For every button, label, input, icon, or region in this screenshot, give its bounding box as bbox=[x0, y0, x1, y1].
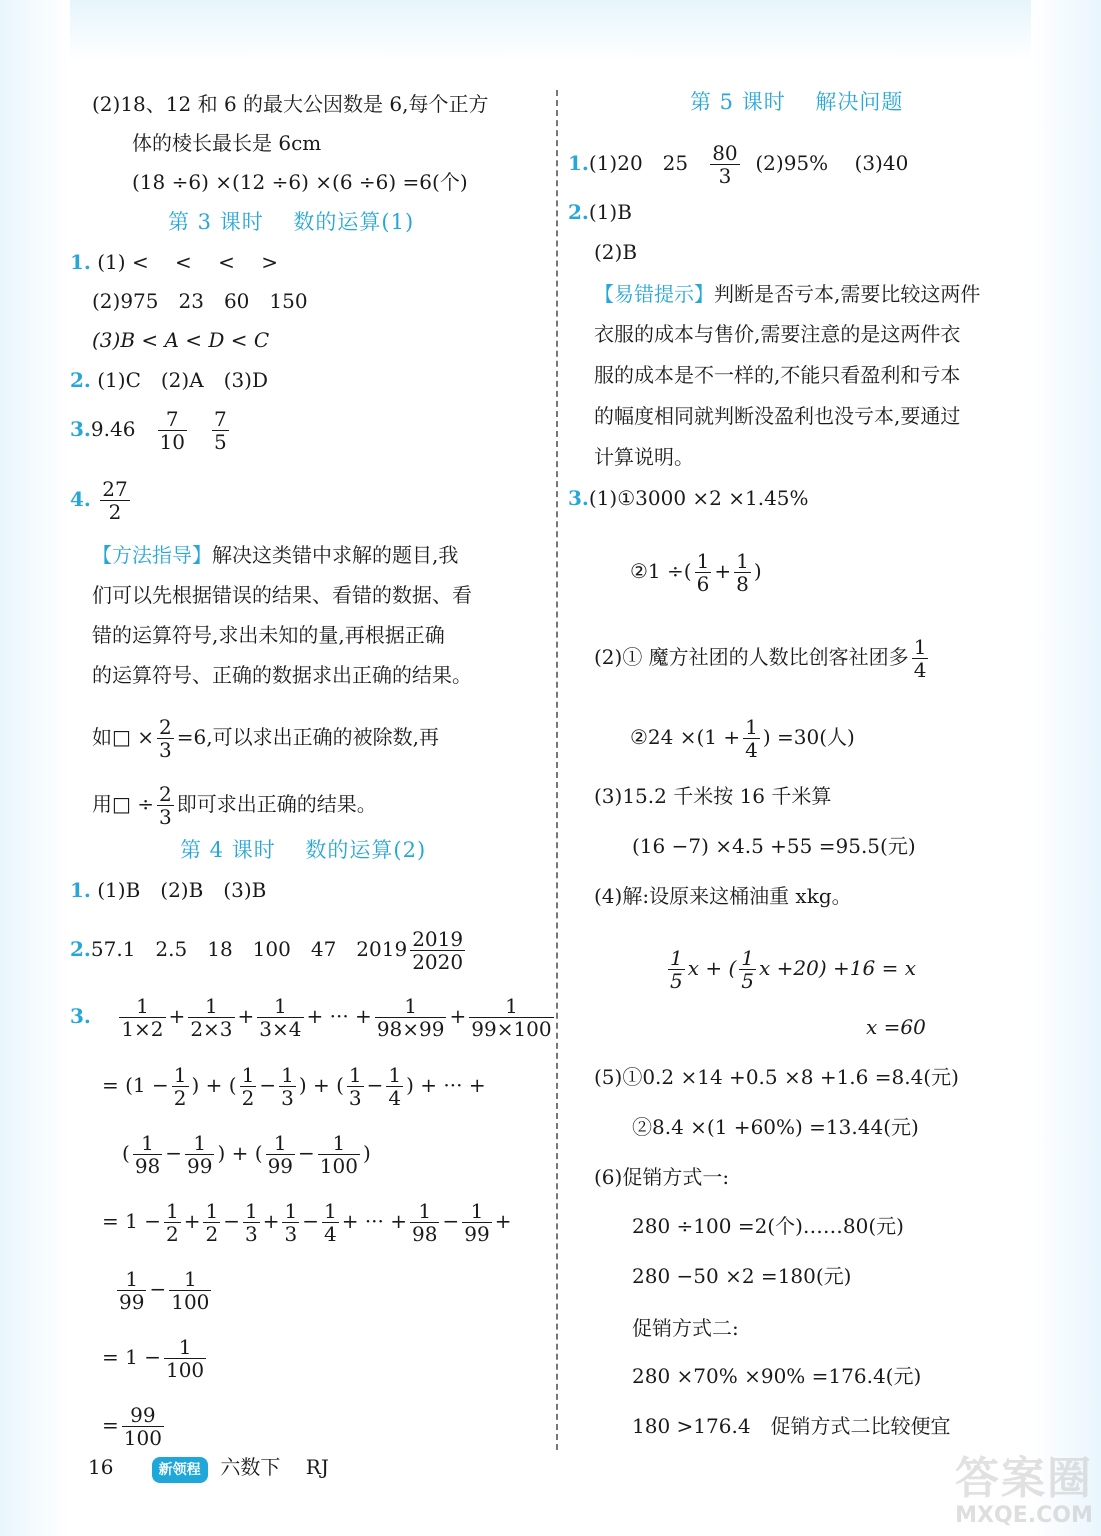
answer-line: (2)B bbox=[594, 240, 638, 264]
edition-label: RJ bbox=[305, 1455, 329, 1479]
answer-line: 280 −50 ×2 =180(元) bbox=[632, 1264, 852, 1288]
question-1: 1. (1)B (2)B (3)B bbox=[70, 878, 267, 902]
question-3-line2: = (1 − $\frac{1}{2}$ ) + ( $\frac{1}{2}$ − $\frac{1}{3}$ ) + ( $\frac{1}{3}$ − $\frac{1}{4}$ ) + ··· + bbox=[102, 1063, 486, 1110]
question-2: 2.(1)B bbox=[568, 200, 632, 224]
section-title: 第 5 课时 解决问题 bbox=[690, 90, 904, 114]
tip-line: 们可以先根据错误的结果、看错的数据、看 bbox=[92, 583, 472, 607]
answer-line: (3)15.2 千米按 16 千米算 bbox=[594, 784, 832, 808]
tip-line: 的运算符号、正确的数据求出正确的结果。 bbox=[92, 663, 472, 687]
answer-line: (2)① 魔方社团的人数比创客社团多 $\frac{1}{4}$ bbox=[594, 635, 927, 682]
text-line: 体的棱长最长是 6cm bbox=[132, 131, 322, 155]
question-1: 1.(1)20 25 $\frac{80}{3}$ (2)95% (3)40 bbox=[568, 141, 909, 188]
answer-line: (3)B < A < D < C bbox=[92, 328, 270, 352]
answer-line: (5)①0.2 ×14 +0.5 ×8 +1.6 =8.4(元) bbox=[594, 1065, 959, 1089]
tip-line: 用□ ÷ $\frac{2}{3}$ 即可求出正确的结果。 bbox=[92, 782, 377, 829]
subject-label: 六数下 bbox=[220, 1455, 281, 1479]
question-3-line5: $\frac{1}{99}$ − $\frac{1}{100}$ bbox=[119, 1267, 210, 1314]
watermark bbox=[955, 1455, 1093, 1528]
answer-line: 180 >176.4 促销方式二比较便宜 bbox=[632, 1414, 951, 1438]
answer-line: (6)促销方式一: bbox=[594, 1165, 730, 1189]
answer-line: 280 ÷100 =2(个)……80(元) bbox=[632, 1214, 904, 1238]
page-footer bbox=[88, 1455, 329, 1483]
question-3-line7: = $\frac{99}{100}$ bbox=[102, 1403, 162, 1450]
section-title: 第 3 课时 数的运算(1) bbox=[168, 210, 415, 234]
question-3-line4: = 1 − $\frac{1}{2}$ + $\frac{1}{2}$ − $\frac{1}{3}$ + $\frac{1}{3}$ − $\frac{1}{4}$ + ··· + $\frac{1}{98}$ − $\frac{1}{99}$ + bbox=[102, 1199, 512, 1246]
question-2: 2. (1)C (2)A (3)D bbox=[70, 368, 269, 392]
watermark-url: MXQE.COM bbox=[955, 1503, 1093, 1528]
tip-line: 衣服的成本与售价,需要注意的是这两件衣 bbox=[594, 322, 961, 346]
answer-line: (4)解:设原来这桶油重 xkg。 bbox=[594, 884, 852, 908]
column-divider bbox=[556, 90, 558, 1450]
tip-line: 错的运算符号,求出未知的量,再根据正确 bbox=[92, 623, 445, 647]
page-number: 16 bbox=[88, 1455, 114, 1479]
tip-line: 【方法指导】解决这类错中求解的题目,我 bbox=[92, 543, 459, 567]
tip-line: 的幅度相同就判断没盈利也没亏本,要通过 bbox=[594, 404, 961, 428]
answer-line: ②8.4 ×(1 +60%) =13.44(元) bbox=[632, 1115, 919, 1139]
page-top-band bbox=[0, 0, 1101, 62]
question-3-line1: 3. $\frac{1}{1\times 2}$ + $\frac{1}{2\times 3}$ + $\frac{1}{3\times 4}$ + ··· + $\frac{1}{98\times 99}$ + $\frac{1}{99\times 100}$ bbox=[70, 994, 552, 1041]
equation: $\frac{1}{5}$ x + ( $\frac{1}{5}$ x +20) +16 = x bbox=[670, 946, 916, 993]
answer-line: (16 −7) ×4.5 +55 =95.5(元) bbox=[632, 834, 916, 858]
question-3: 3.9.46 $\frac{7}{10}$ $\frac{7}{5}$ bbox=[70, 407, 227, 454]
brand-badge: 新领程 bbox=[152, 1457, 208, 1483]
question-3-line3: ( $\frac{1}{98}$ − $\frac{1}{99}$ ) + ( $\frac{1}{99}$ − $\frac{1}{100}$ ) bbox=[122, 1131, 371, 1178]
tip-line: 如□ × $\frac{2}{3}$ =6,可以求出正确的被除数,再 bbox=[92, 715, 439, 762]
watermark-logo: 答案圈 bbox=[955, 1453, 1093, 1504]
tip-line: 服的成本是不一样的,不能只看盈利和亏本 bbox=[594, 363, 961, 387]
tip-line: 【易错提示】判断是否亏本,需要比较这两件 bbox=[594, 282, 981, 306]
answer-line: ②1 ÷( $\frac{1}{6}$ + $\frac{1}{8}$ ) bbox=[630, 549, 762, 596]
question-2: 2.57.1 2.5 18 100 47 2019 $\frac{2019}{2020}$ bbox=[70, 927, 464, 974]
tip-line: 计算说明。 bbox=[594, 445, 694, 469]
left-edge-band bbox=[0, 0, 70, 1536]
section-title: 第 4 课时 数的运算(2) bbox=[180, 838, 427, 862]
answer-line: (2)975 23 60 150 bbox=[92, 289, 308, 313]
answer-line: ②24 ×(1 + $\frac{1}{4}$ ) =30(人) bbox=[630, 715, 855, 762]
question-3-line6: = 1 − $\frac{1}{100}$ bbox=[102, 1335, 205, 1382]
question-4: 4. $\frac{27}{2}$ bbox=[70, 477, 128, 524]
text-line: (2)18、12 和 6 的最大公因数是 6,每个正方 bbox=[92, 92, 489, 116]
text-line: (18 ÷6) ×(12 ÷6) ×(6 ÷6) =6(个) bbox=[132, 170, 468, 194]
answer-line: 280 ×70% ×90% =176.4(元) bbox=[632, 1364, 922, 1388]
right-edge-band bbox=[1031, 0, 1101, 1536]
question-3: 3.(1)①3000 ×2 ×1.45% bbox=[568, 486, 809, 510]
equation-result: x =60 bbox=[866, 1015, 926, 1039]
question-1: 1. (1) < < < > bbox=[70, 250, 279, 274]
answer-line: 促销方式二: bbox=[632, 1316, 739, 1340]
